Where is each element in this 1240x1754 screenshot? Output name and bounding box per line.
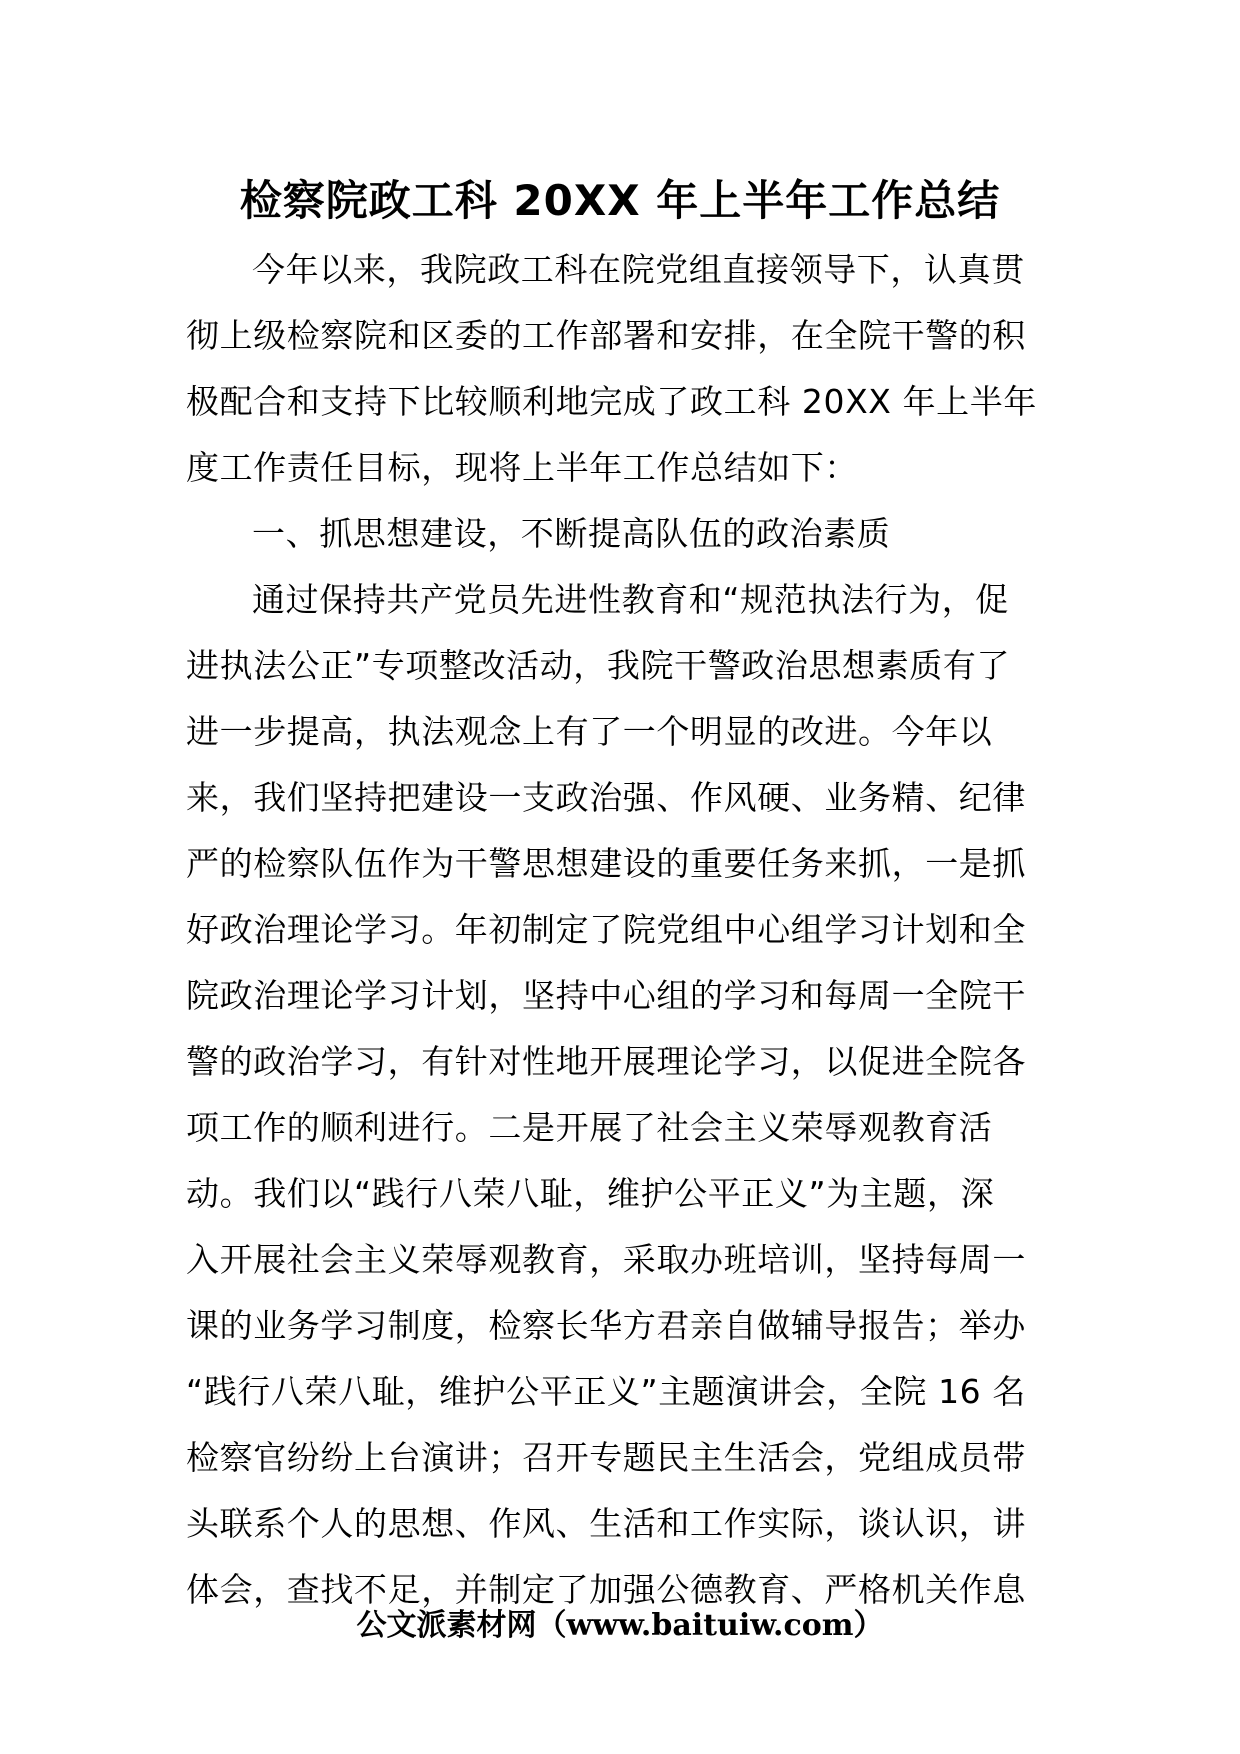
paragraph-line: 头联系个人的思想、作风、生活和工作实际，谈认识，讲 [186, 1504, 1026, 1543]
paragraph-line: 彻上级检察院和区委的工作部署和安排，在全院干警的积 [186, 316, 1026, 355]
footer-watermark: 公文派素材网（www.baituiw.com） [356, 1608, 884, 1643]
paragraph-line: 来，我们坚持把建设一支政治强、作风硬、业务精、纪律 [186, 778, 1026, 817]
document-body [186, 237, 1056, 1623]
paragraph-line: 极配合和支持下比较顺利地完成了政工科 20XX 年上半年 [186, 382, 1037, 421]
paragraph-line: “践行八荣八耻，维护公平正义”主题演讲会，全院 16 名 [186, 1372, 1026, 1411]
paragraph-line: 进执法公正”专项整改活动，我院干警政治思想素质有了 [186, 646, 1011, 685]
document-title: 检察院政工科 20XX 年上半年工作总结 [239, 176, 1001, 225]
paragraph-line: 动。我们以“践行八荣八耻，维护公平正义”为主题，深 [186, 1174, 995, 1213]
paragraph-line: 项工作的顺利进行。二是开展了社会主义荣辱观教育活 [186, 1108, 993, 1147]
paragraph-line: 今年以来，我院政工科在院党组直接领导下，认真贯 [252, 250, 1025, 289]
paragraph-line: 好政治理论学习。年初制定了院党组中心组学习计划和全 [186, 910, 1026, 949]
paragraph-line: 入开展社会主义荣辱观教育，采取办班培训，坚持每周一 [186, 1240, 1026, 1279]
section-heading: 一、抓思想建设，不断提高队伍的政治素质 [252, 514, 891, 553]
paragraph-line: 进一步提高，执法观念上有了一个明显的改进。今年以 [186, 712, 993, 751]
paragraph-line: 警的政治学习，有针对性地开展理论学习，以促进全院各 [186, 1042, 1026, 1081]
paragraph-line: 院政治理论学习计划，坚持中心组的学习和每周一全院干 [186, 976, 1026, 1015]
paragraph-line: 体会，查找不足，并制定了加强公德教育、严格机关作息 [186, 1570, 1026, 1609]
paragraph-line: 检察官纷纷上台演讲；召开专题民主生活会，党组成员带 [186, 1438, 1026, 1477]
paragraph-line: 课的业务学习制度，检察长华方君亲自做辅导报告；举办 [186, 1306, 1026, 1345]
paragraph-line: 严的检察队伍作为干警思想建设的重要任务来抓，一是抓 [186, 844, 1026, 883]
paragraph-line: 度工作责任目标，现将上半年工作总结如下： [186, 448, 858, 487]
paragraph-line: 通过保持共产党员先进性教育和“规范执法行为，促 [252, 580, 1009, 619]
